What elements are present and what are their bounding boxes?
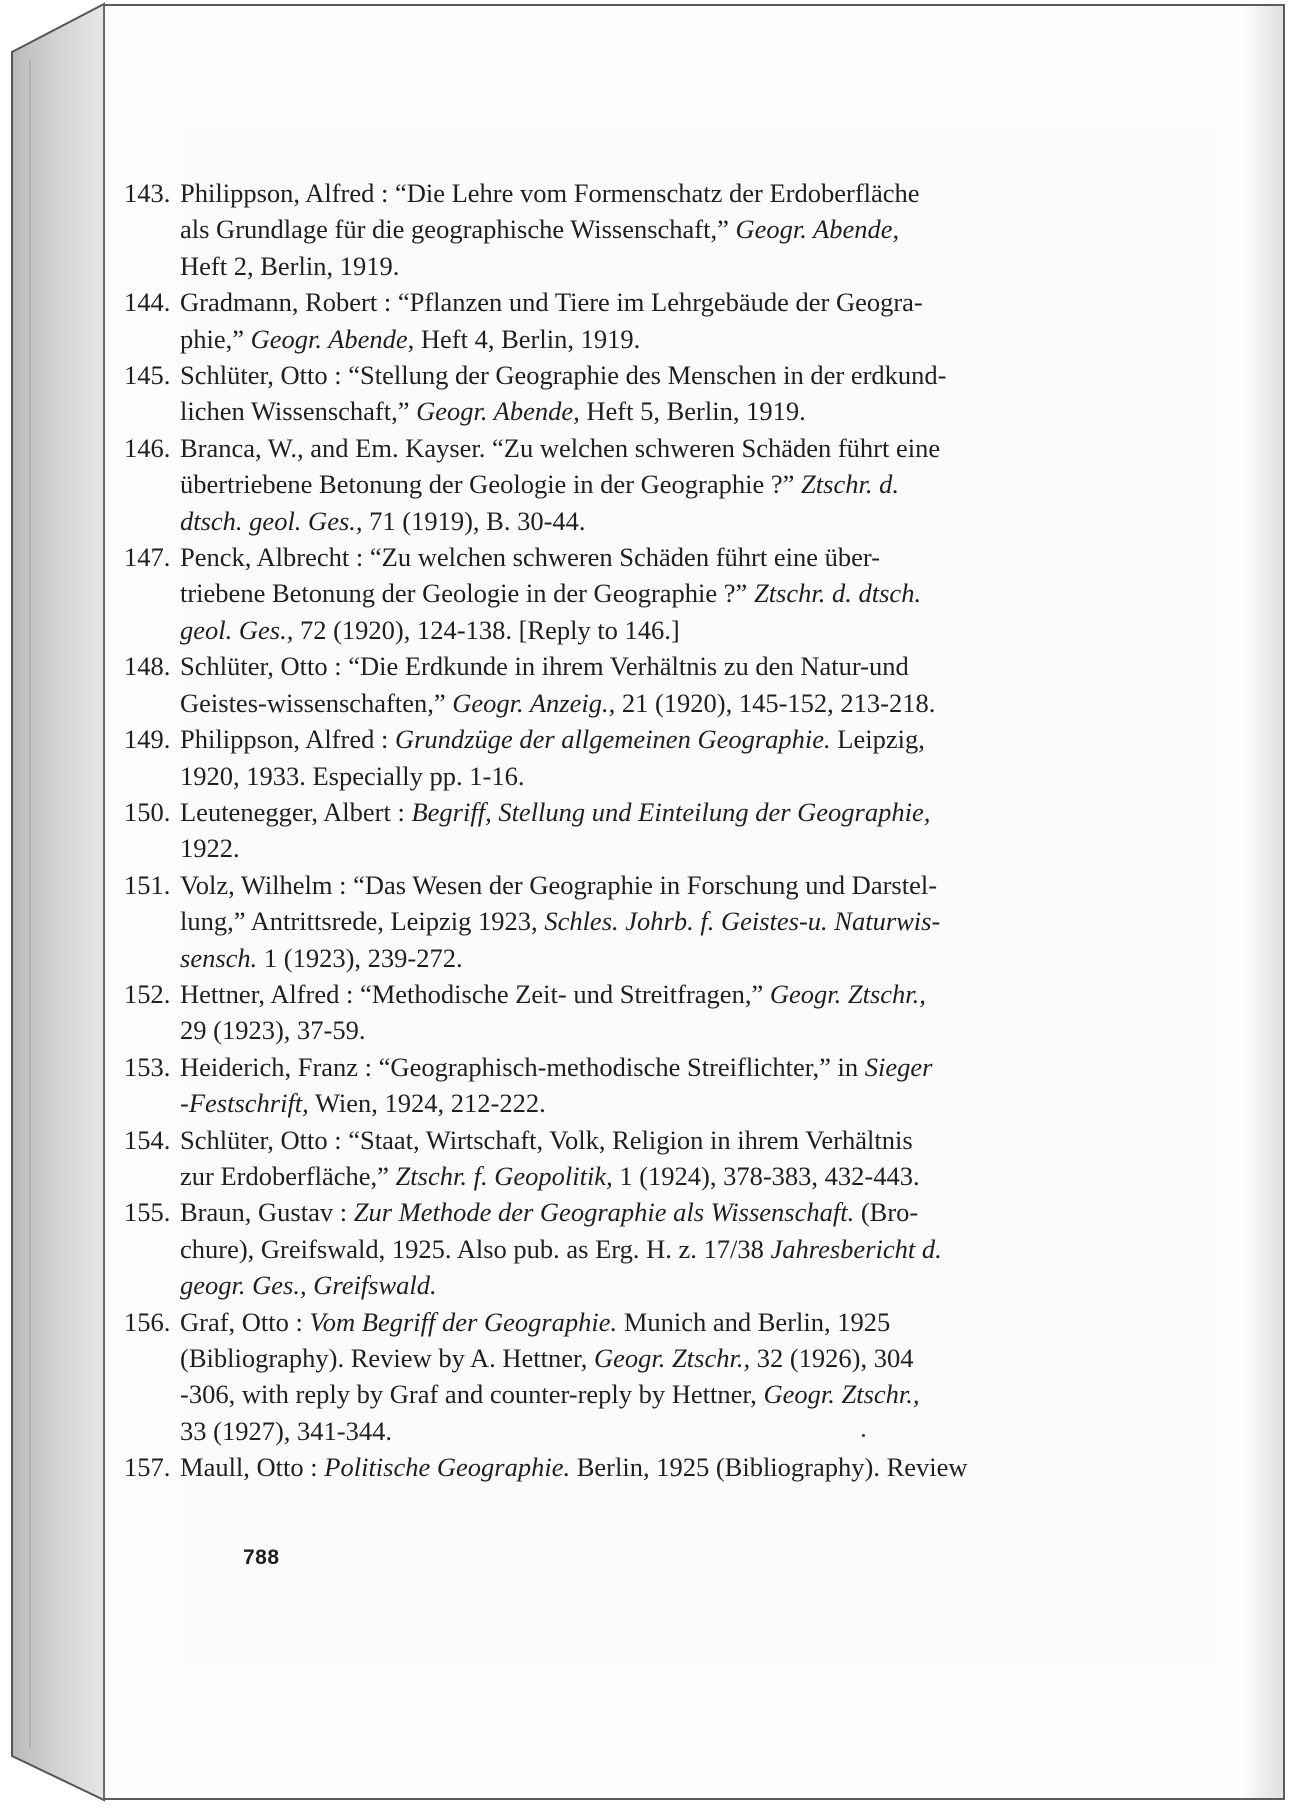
entry-text: zur Erdoberfläche,” <box>180 1160 396 1191</box>
entry-number: 155. <box>124 1197 171 1228</box>
entry-line <box>180 393 1124 429</box>
bibliography-entry <box>124 175 1124 284</box>
entry-line <box>180 976 1124 1012</box>
entry-number: 148. <box>124 651 171 682</box>
entry-text: 71 (1919), B. 30-44. <box>362 505 586 536</box>
entry-line <box>180 758 1124 794</box>
italic-title: Politische Geographie. <box>324 1452 571 1483</box>
entry-number: 149. <box>124 724 171 755</box>
entry-text: Volz, Wilhelm : “Das Wesen der Geographie in Forschung und Darstel- <box>180 869 938 900</box>
bibliography-entry <box>124 794 1124 867</box>
entry-number: 156. <box>124 1306 171 1337</box>
scan-speck <box>862 1434 865 1437</box>
entry-line <box>180 721 1124 757</box>
entry-number: 144. <box>124 287 171 318</box>
entry-text: 1922. <box>180 833 240 864</box>
entry-line <box>180 940 1124 976</box>
entry-line <box>180 1376 1124 1412</box>
entry-text: triebene Betonung der Geologie in der Geographie ?” <box>180 578 754 609</box>
italic-title: Geogr. Abende, <box>250 323 415 354</box>
entry-text: 29 (1923), 37-59. <box>180 1015 366 1046</box>
italic-title: geogr. Ges., Greifswald. <box>180 1270 437 1301</box>
entry-text: Schlüter, Otto : “Stellung der Geographie des Menschen in der erdkund- <box>180 360 947 391</box>
entry-number: 150. <box>124 796 171 827</box>
entry-line <box>180 1304 1124 1340</box>
bibliography-entry <box>124 721 1124 794</box>
entry-line <box>180 1194 1124 1230</box>
entry-line <box>180 1122 1124 1158</box>
bibliography-entry <box>124 1449 1124 1485</box>
italic-title: Ztschr. d. <box>801 469 899 500</box>
italic-title: Geogr. Abende, <box>735 214 900 245</box>
entry-line <box>180 1231 1124 1267</box>
entry-text: Heft 5, Berlin, 1919. <box>579 396 806 427</box>
bibliography-entry <box>124 1049 1124 1122</box>
entry-text: Leutenegger, Albert : <box>180 796 412 827</box>
entry-text: phie,” <box>180 323 251 354</box>
entry-number: 147. <box>124 542 171 573</box>
entry-line <box>180 284 1124 320</box>
bibliography-entry <box>124 1122 1124 1195</box>
entry-text: Wien, 1924, 212-222. <box>308 1088 546 1119</box>
bibliography-entry <box>124 430 1124 539</box>
entry-text: übertriebene Betonung der Geologie in der Geographie ?” <box>180 469 802 500</box>
entry-text: Munich and Berlin, 1925 <box>617 1306 891 1337</box>
entry-number: 152. <box>124 978 171 1009</box>
bibliography-entry <box>124 1194 1124 1303</box>
entry-line <box>180 1012 1124 1048</box>
entry-text: Heft 4, Berlin, 1919. <box>414 323 641 354</box>
entry-text: Schlüter, Otto : “Die Erdkunde in ihrem Verhältnis zu den Natur-und <box>180 651 909 682</box>
italic-title: sensch. <box>180 942 258 973</box>
entry-text: 32 (1926), 304 <box>750 1343 914 1373</box>
entry-line <box>180 1340 1124 1376</box>
entry-line <box>180 357 1124 393</box>
entry-line <box>180 830 1124 866</box>
italic-title: Ztschr. d. dtsch. <box>753 578 922 609</box>
bibliography-entry <box>124 357 1124 430</box>
entry-text: Heiderich, Franz : “Geographisch-methodische Streiflichter,” in <box>180 1051 865 1082</box>
entry-text: 21 (1920), 145-152, 213-218. <box>615 687 936 718</box>
entry-text: Philippson, Alfred : <box>180 724 395 755</box>
italic-title: Grundzüge der allgemeinen Geographie. <box>394 724 831 755</box>
entry-line <box>180 1449 1124 1485</box>
entry-line <box>180 211 1124 247</box>
entry-text: Schlüter, Otto : “Staat, Wirtschaft, Volk, Religion in ihrem Verhältnis <box>180 1124 913 1155</box>
italic-title: Geogr. Abende, <box>416 396 580 427</box>
italic-title: Geogr. Ztschr., <box>769 978 926 1009</box>
entry-text: 1 (1923), 239-272. <box>257 942 463 973</box>
entry-text: Berlin, 1925 (Bibliography). Review <box>570 1452 968 1483</box>
italic-title: geol. Ges., <box>180 614 294 645</box>
entry-number: 157. <box>124 1452 171 1483</box>
entry-text: 1 (1924), 378-383, 432-443. <box>612 1160 920 1191</box>
entry-line <box>180 1085 1124 1121</box>
bibliography-entry <box>124 648 1124 721</box>
entry-text: 72 (1920), 124-138. [Reply to 146.] <box>293 614 680 645</box>
entry-text: Gradmann, Robert : “Pflanzen und Tiere im Lehrgebäude der Geogra- <box>180 287 923 318</box>
bibliography-entry <box>124 867 1124 976</box>
entry-text: (Bibliography). Review by A. Hettner, <box>180 1343 595 1373</box>
entry-text: als Grundlage für die geographische Wissenschaft,” <box>180 214 736 245</box>
entry-line <box>180 685 1124 721</box>
entry-number: 146. <box>124 432 171 463</box>
entry-text: Branca, W., and Em. Kayser. “Zu welchen schweren Schäden führt eine <box>180 432 941 463</box>
entry-line <box>180 175 1124 211</box>
entry-line <box>180 794 1124 830</box>
page-edge-shadow <box>1243 6 1283 1798</box>
entry-line <box>180 1267 1124 1303</box>
entry-line <box>180 612 1124 648</box>
book-spine-edge <box>0 0 110 1806</box>
entry-text: chure), Greifswald, 1925. Also pub. as Erg. H. z. 17/38 <box>180 1233 771 1264</box>
entry-text: Geistes-wissenschaften,” <box>180 687 453 718</box>
italic-title: Geogr. Anzeig., <box>452 687 616 718</box>
entry-line <box>180 575 1124 611</box>
entry-line <box>180 903 1124 939</box>
italic-title: Schles. Johrb. f. Geistes-u. Naturwis- <box>544 906 941 937</box>
italic-title: Jahresbericht d. <box>770 1233 942 1264</box>
entry-text: Philippson, Alfred : “Die Lehre vom Formenschatz der Erdoberfläche <box>180 178 920 208</box>
entry-text: lichen Wissenschaft,” <box>180 396 417 427</box>
entry-line <box>180 648 1124 684</box>
entry-text: Heft 2, Berlin, 1919. <box>180 250 400 281</box>
bibliography-list <box>124 175 1124 1486</box>
entry-number: 143. <box>124 178 171 208</box>
entry-text: Penck, Albrecht : “Zu welchen schweren Schäden führt eine über- <box>180 542 880 573</box>
page-number: 788 <box>243 1546 280 1569</box>
entry-text: Maull, Otto : <box>180 1452 325 1483</box>
entry-line <box>180 1158 1124 1194</box>
italic-title: Begriff, Stellung und Einteilung der Geographie, <box>411 796 931 827</box>
entry-text: Leipzig, <box>830 724 925 755</box>
italic-title: Vom Begriff der Geographie. <box>309 1306 618 1337</box>
entry-text: Graf, Otto : <box>180 1306 310 1337</box>
entry-line <box>180 321 1124 357</box>
entry-line <box>180 466 1124 502</box>
entry-line <box>180 248 1124 284</box>
entry-number: 153. <box>124 1051 171 1082</box>
entry-line <box>180 539 1124 575</box>
italic-title: dtsch. geol. Ges., <box>180 505 363 536</box>
italic-title: Sieger <box>864 1051 933 1082</box>
entry-text: Braun, Gustav : <box>180 1197 354 1228</box>
entry-line <box>180 1413 1124 1449</box>
entry-number: 154. <box>124 1124 171 1155</box>
italic-title: Geogr. Ztschr., <box>763 1379 920 1410</box>
entry-line <box>180 503 1124 539</box>
entry-line <box>180 430 1124 466</box>
bibliography-entry <box>124 976 1124 1049</box>
entry-text: 1920, 1933. Especially pp. 1-16. <box>180 760 525 791</box>
entry-text: 33 (1927), 341-344. <box>180 1415 392 1446</box>
entry-number: 151. <box>124 869 171 900</box>
bibliography-entry <box>124 1304 1124 1450</box>
bibliography-entry <box>124 539 1124 648</box>
entry-text: (Bro- <box>854 1197 919 1228</box>
italic-title: Zur Methode der Geographie als Wissenschaft. <box>353 1197 855 1228</box>
entry-text: Hettner, Alfred : “Methodische Zeit- und Streitfragen,” <box>180 978 770 1009</box>
entry-number: 145. <box>124 360 171 391</box>
entry-text: lung,” Antrittsrede, Leipzig 1923, <box>180 906 545 937</box>
italic-title: Geogr. Ztschr., <box>594 1343 751 1373</box>
entry-line <box>180 1049 1124 1085</box>
entry-line <box>180 867 1124 903</box>
entry-text: -306, with reply by Graf and counter-reply by Hettner, <box>180 1379 764 1410</box>
italic-title: -Festschrift, <box>180 1088 309 1119</box>
bibliography-entry <box>124 284 1124 357</box>
italic-title: Ztschr. f. Geopolitik, <box>395 1160 613 1191</box>
